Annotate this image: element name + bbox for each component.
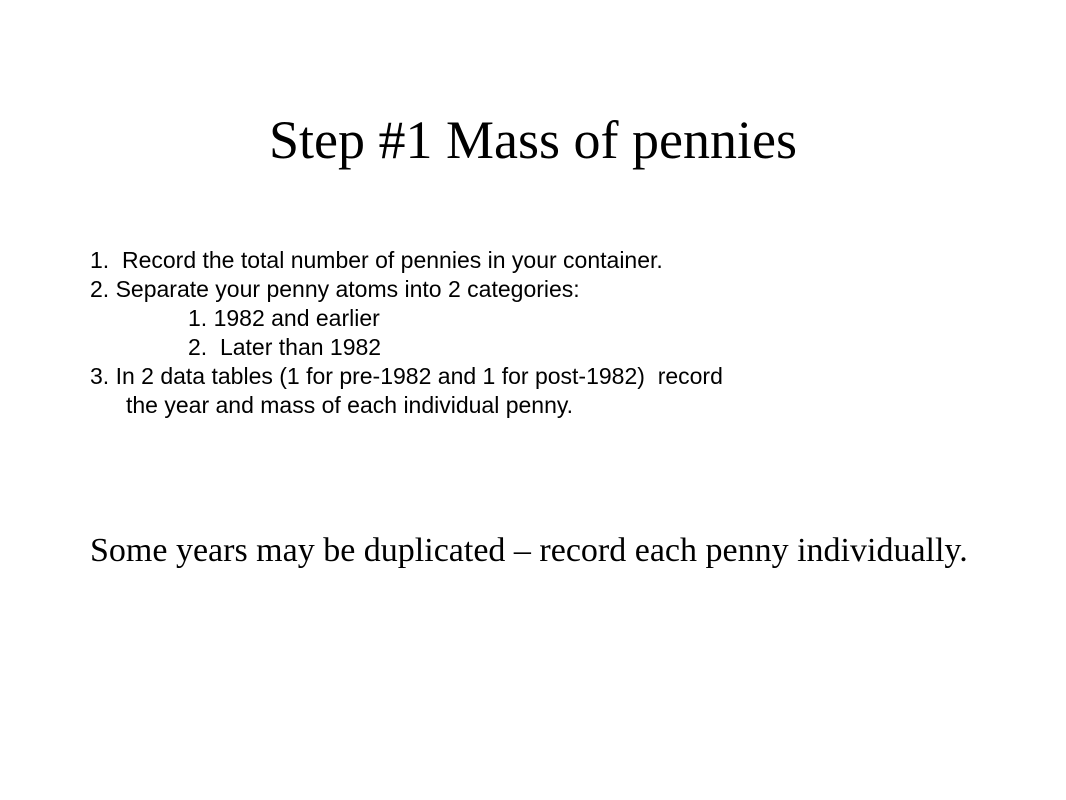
steps-list (90, 246, 1030, 420)
step-2-sub-2: 2. Later than 1982 (188, 334, 382, 360)
slide-title: Step #1 Mass of pennies (269, 110, 797, 170)
step-3-continuation: the year and mass of each individual penny. (126, 392, 574, 418)
step-3: 3. In 2 data tables (1 for pre-1982 and 1 for post-1982) record (90, 363, 723, 389)
step-1: 1. Record the total number of pennies in your container. (90, 247, 663, 273)
step-2: 2. Separate your penny atoms into 2 categories: (90, 276, 580, 302)
step-2-sub-1: 1. 1982 and earlier (188, 305, 380, 331)
note-text: Some years may be duplicated – record each penny individually. (90, 532, 968, 569)
